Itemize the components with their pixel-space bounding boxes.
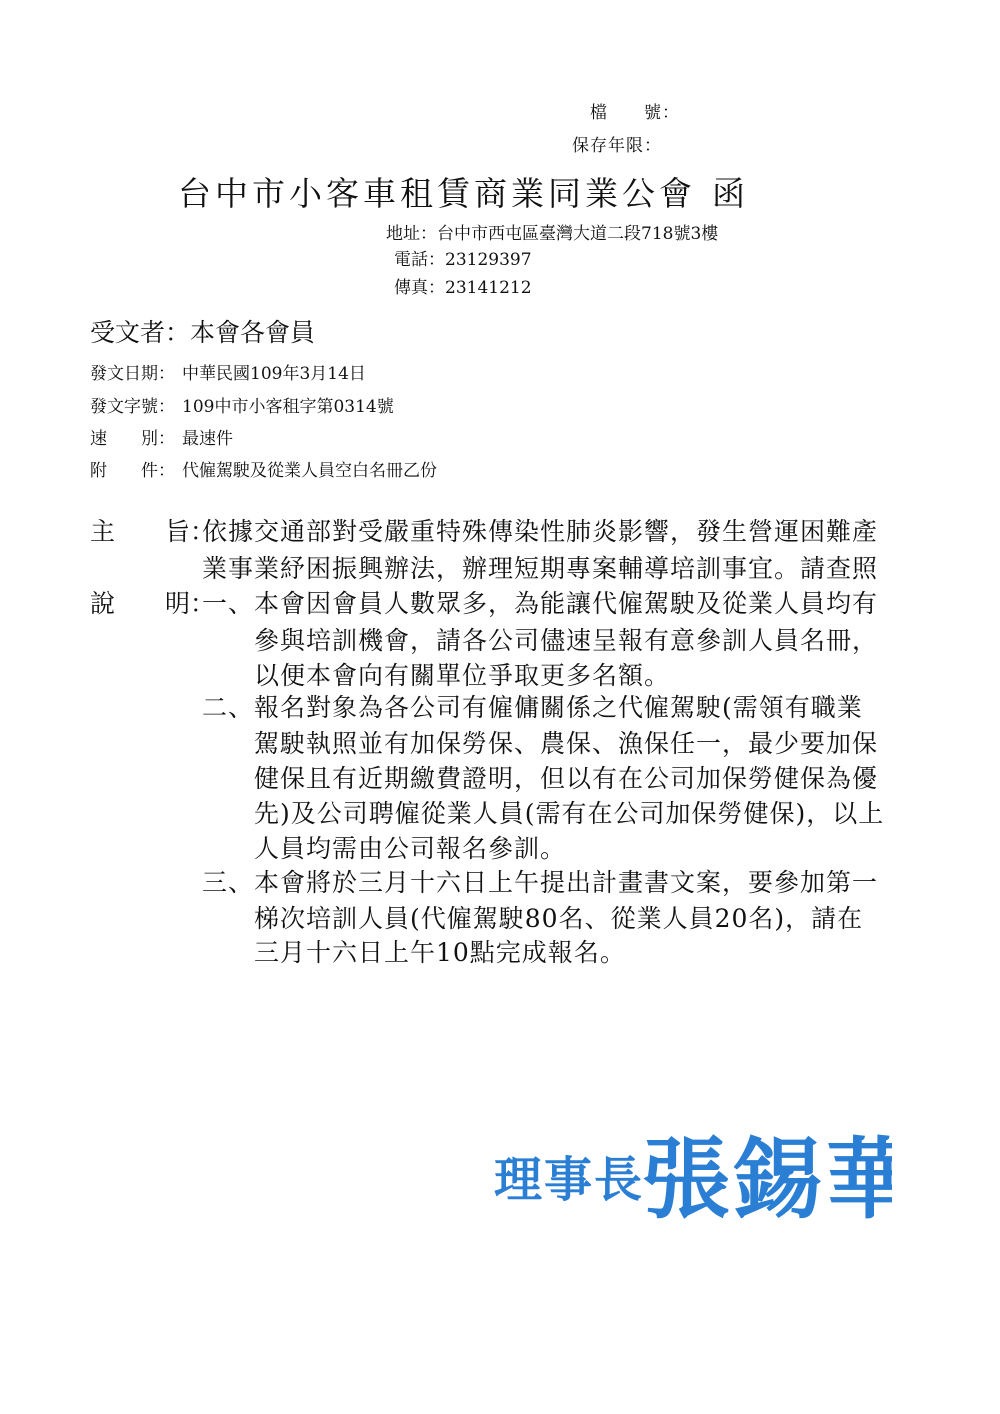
subject-label: 主 旨： xyxy=(90,517,216,546)
explanation-item-line: 健保且有近期繳費證明，但以有在公司加保勞健保為優 xyxy=(254,764,879,793)
stamp-title: 理事長 xyxy=(494,1152,645,1208)
speed-value: 最速件 xyxy=(182,429,233,449)
issue-date-value: 中華民國109年3月14日 xyxy=(182,364,366,384)
phone-line: 電話：23129397 xyxy=(394,250,532,270)
recipient-line xyxy=(90,313,315,349)
attachment-label: 附 件： xyxy=(90,461,175,481)
file-number-label: 檔 號： xyxy=(590,103,680,123)
recipient-label: 受文者： xyxy=(90,318,191,347)
explanation-item-marker: 二、 xyxy=(202,693,255,722)
stamp-graphic xyxy=(492,1098,892,1233)
explanation-item-line: 本會將於三月十六日上午提出計畫書文案，要參加第一 xyxy=(254,868,879,897)
organization-title: 台中市小客車租賃商業同業公會 xyxy=(178,174,696,213)
explanation-item-marker: 一、 xyxy=(202,589,255,618)
subject-line: 依據交通部對受嚴重特殊傳染性肺炎影響，發生營運困難產 xyxy=(202,517,879,546)
explanation-label: 說 明： xyxy=(90,589,216,618)
fax-line: 傳真：23141212 xyxy=(394,278,532,298)
attachment-value: 代僱駕駛及從業人員空白名冊乙份 xyxy=(182,461,437,481)
document-number-row xyxy=(90,392,394,417)
document-number-value: 109中市小客租字第0314號 xyxy=(182,397,394,417)
speed-label: 速 別： xyxy=(90,429,175,449)
retention-period-label: 保存年限： xyxy=(572,136,662,156)
address-line: 地址：台中市西屯區臺灣大道二段718號3樓 xyxy=(386,224,719,244)
explanation-item-line: 報名對象為各公司有僱傭關係之代僱駕駛(需領有職業 xyxy=(254,693,863,722)
document-type: 函 xyxy=(712,174,749,213)
explanation-item-line: 參與培訓機會，請各公司儘速呈報有意參訓人員名冊， xyxy=(254,626,879,655)
speed-row xyxy=(90,424,233,449)
explanation-item-line: 先)及公司聘僱從業人員(需有在公司加保勞健保)，以上 xyxy=(254,799,885,828)
explanation-item-line: 本會因會員人數眾多，為能讓代僱駕駛及從業人員均有 xyxy=(254,589,879,618)
explanation-item-line: 以便本會向有關單位爭取更多名額。 xyxy=(254,661,671,690)
attachment-row xyxy=(90,456,437,481)
recipient-value: 本會各會員 xyxy=(190,318,316,347)
explanation-item-line: 三月十六日上午10點完成報名。 xyxy=(254,938,626,967)
explanation-item-line: 人員均需由公司報名參訓。 xyxy=(254,834,567,863)
issue-date-row xyxy=(90,359,366,384)
stamp-name: 張錫華 xyxy=(642,1127,892,1231)
document-number-label: 發文字號： xyxy=(90,397,175,417)
chairman-stamp xyxy=(492,1098,892,1233)
issue-date-label: 發文日期： xyxy=(90,364,175,384)
explanation-item-marker: 三、 xyxy=(202,868,255,897)
explanation-item-line: 駕駛執照並有加保勞保、農保、漁保任一，最少要加保 xyxy=(254,729,879,758)
explanation-item-line: 梯次培訓人員(代僱駕駛80名、從業人員20名)，請在 xyxy=(254,904,864,933)
subject-line: 業事業紓困振興辦法，辦理短期專案輔導培訓事宜。請查照 xyxy=(202,554,879,583)
